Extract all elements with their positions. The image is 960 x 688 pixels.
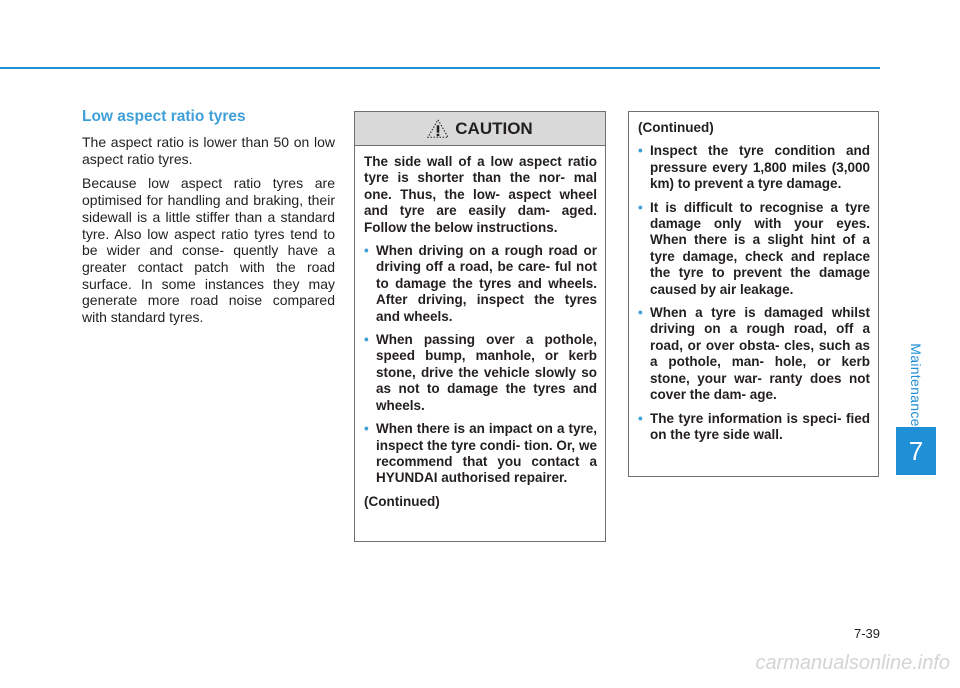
chapter-number-tab[interactable] xyxy=(896,427,936,475)
chapter-tab-label[interactable] xyxy=(896,340,936,430)
list-item-text: It is difficult to recognise a tyre damage only with your eyes. When there is a slight hint of a tyre damage, check and replace the tyre to prevent the damage caused by air leakage. xyxy=(650,199,870,297)
continued-label: (Continued) xyxy=(364,493,440,509)
list-item xyxy=(364,332,597,414)
header-rule xyxy=(0,67,880,69)
caution-list xyxy=(364,243,597,487)
caution-content xyxy=(355,146,605,510)
bullet-icon: • xyxy=(364,421,369,437)
bullet-icon: • xyxy=(364,332,369,348)
continued-list xyxy=(638,143,870,443)
caution-header xyxy=(355,112,605,146)
list-item-text: When driving on a rough road or driving off a road, be care- ful not to damage the tyres and wheels. After driving, inspect the tyres and wheels. xyxy=(376,243,597,324)
watermark-text[interactable]: carmanualsonline.info xyxy=(755,652,950,674)
bullet-icon: • xyxy=(638,410,643,426)
list-item xyxy=(364,243,597,325)
list-item-text: The tyre information is speci- fied on the tyre side wall. xyxy=(650,410,870,442)
list-item xyxy=(638,305,870,403)
body-paragraph: Because low aspect ratio tyres are optimised for handling and braking, their sidewall is a little stiffer than a standard tyre. Also low aspect ratio tyres tend to be wider and conse- quently have a greater contact patch with the road surface. In some instances they may generate more road noise compared with standard tyres. xyxy=(82,175,335,326)
warning-triangle-icon xyxy=(427,118,449,140)
chapter-number: 7 xyxy=(908,435,924,466)
continued-content xyxy=(629,112,878,443)
list-item-text: Inspect the tyre condition and pressure every 1,800 miles (3,000 km) to prevent a tyre damage. xyxy=(650,143,870,192)
section-title: Low aspect ratio tyres xyxy=(82,108,246,125)
bullet-icon: • xyxy=(364,243,369,259)
continued-box xyxy=(628,111,879,477)
bullet-icon: • xyxy=(638,199,643,215)
caution-title: CAUTION xyxy=(455,118,533,138)
caution-intro: The side wall of a low aspect ratio tyre is shorter than the nor- mal one. Thus, the low- aspect wheel and tyre are easily dam- aged. Follow the below instructions. xyxy=(364,154,597,235)
bullet-icon: • xyxy=(638,305,643,321)
list-item-text: When there is an impact on a tyre, inspect the tyre condi- tion. Or, we recommend that you contact a HYUNDAI authorised repairer. xyxy=(376,421,597,486)
bullet-icon: • xyxy=(638,143,643,159)
page-number: 7-39 xyxy=(853,626,880,641)
list-item-text: When a tyre is damaged whilst driving on a rough road, off a road, or over obsta- cles, such as a pothole, man- hole, or kerb stone, your war- ranty does not cover the dam- age. xyxy=(650,305,870,403)
list-item xyxy=(638,411,870,444)
continued-heading: (Continued) xyxy=(638,120,714,135)
list-item xyxy=(638,143,870,192)
caution-box xyxy=(354,111,606,542)
list-item-text: When passing over a pothole, speed bump, manhole, or kerb stone, drive the vehicle slowly so as not to damage the tyres and wheels. xyxy=(376,332,597,413)
list-item xyxy=(638,200,870,298)
left-column xyxy=(82,108,335,334)
list-item xyxy=(364,421,597,487)
chapter-tab-label-text: Maintenance xyxy=(908,343,924,427)
body-paragraph: The aspect ratio is lower than 50 on low aspect ratio tyres. xyxy=(82,134,335,167)
